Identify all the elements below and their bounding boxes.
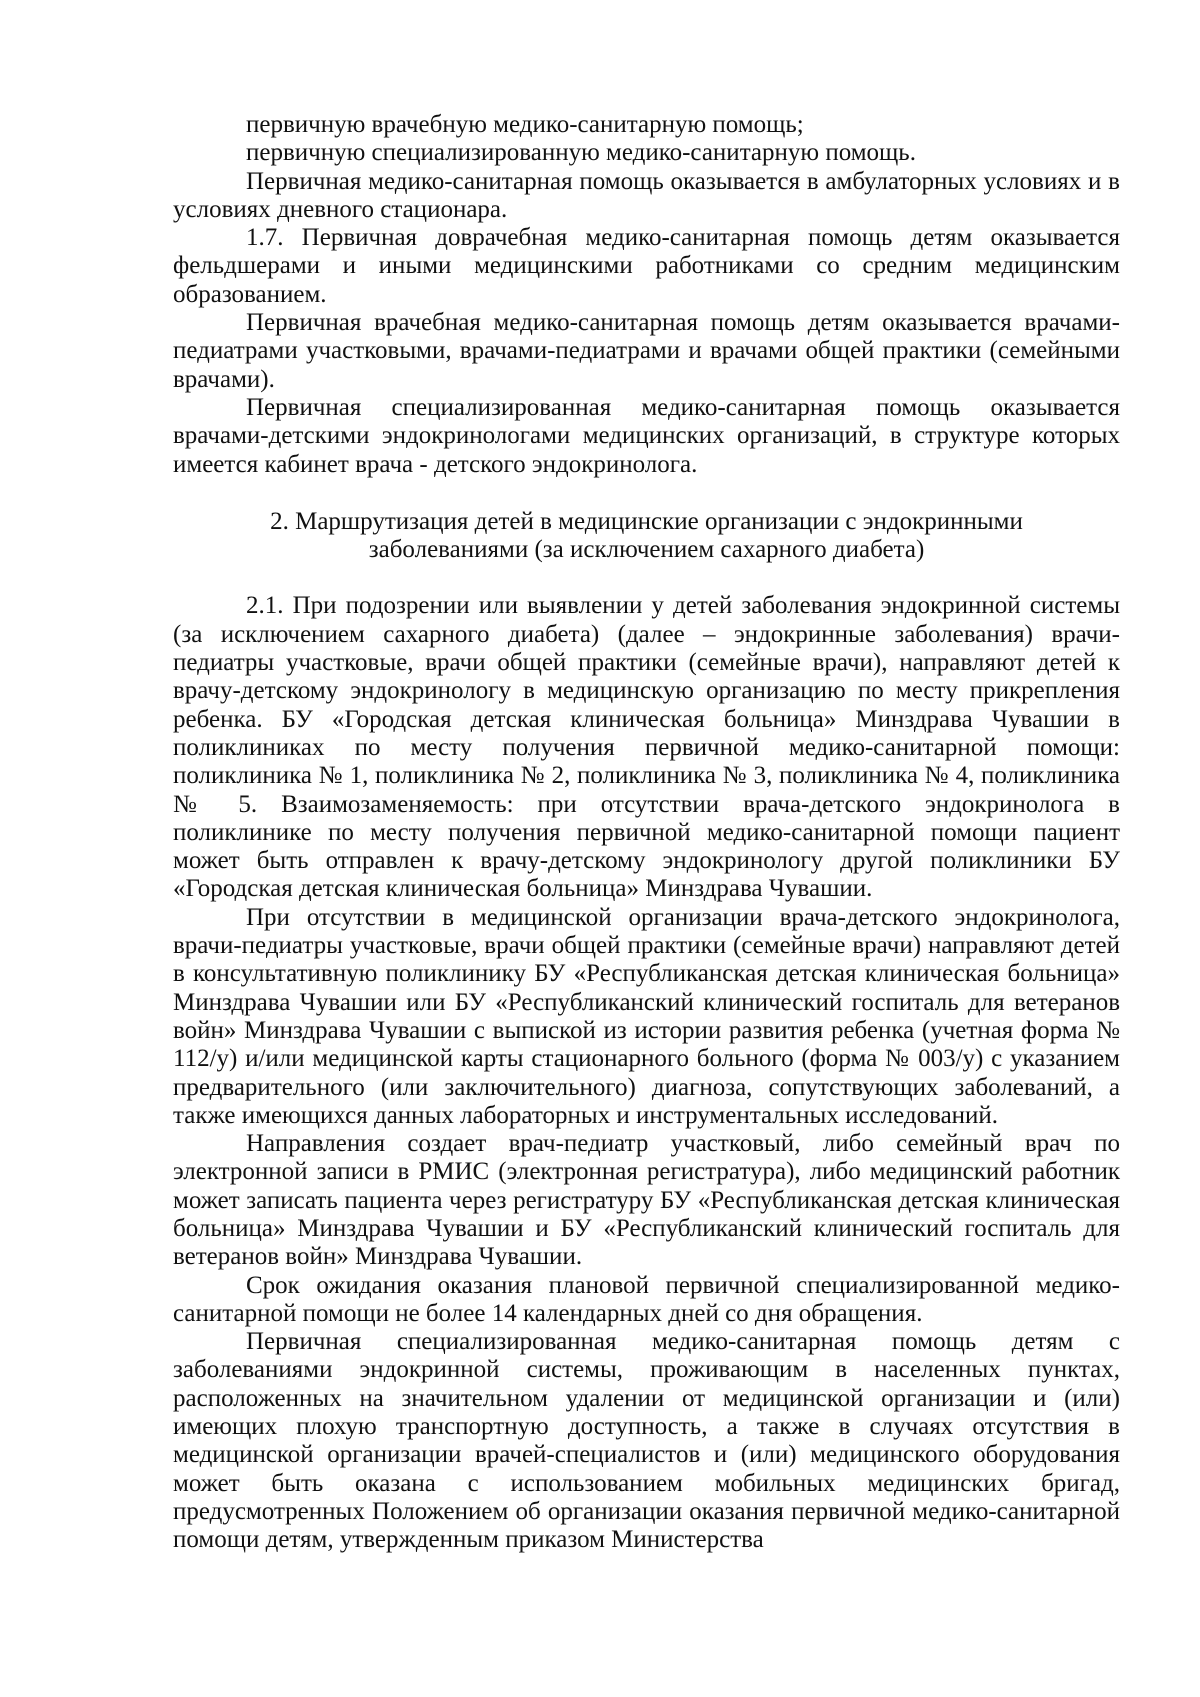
section-heading (173, 508, 1120, 565)
paragraph-2-1-referral: 2.1. При подозрении или выявлении у детей заболевания эндокринной системы (за исключением сахарного диабета) (далее – эндокринные заболевания) врачи-педиатры участковые, врачи общей практики (семейные врачи), направляют детей к врачу-детскому эндокринологу в медицинскую организацию по месту прикрепления ребенка. БУ «Городская детская клиническая больница» Минздрава Чувашии в поликлиниках по месту получения первичной медико-санитарной помощи: поликлиника № 1, поликлиника № 2, поликлиника № 3, поликлиника № 4, поликлиника № 5. Взаимозаменяемость: при отсутствии врача-детского эндокринолога в поликлинике по месту получения первичной медико-санитарной помощи пациент может быть отправлен к врачу-детскому эндокринологу другой поликлиники БУ «Городская детская клиническая больница» Минздрава Чувашии. (173, 592, 1120, 903)
section-heading-line-2: заболеваниями (за исключением сахарного диабета) (368, 536, 925, 564)
section-heading-line-1: 2. Маршрутизация детей в медицинские организации с эндокринными (270, 507, 1023, 535)
paragraph-referral-creation: Направления создает врач-педиатр участковый, либо семейный врач по электронной записи в РМИС (электронная регистратура), либо медицинский работник может записать пациента через регистратуру БУ «Республиканская детская клиническая больница» Минздрава Чувашии и БУ «Республиканский клинический госпиталь для ветеранов войн» Минздрава Чувашии. (173, 1130, 1120, 1271)
paragraph-primary-physician-care: первичную врачебную медико-санитарную помощь; (246, 111, 804, 138)
document-page (173, 111, 1120, 1555)
paragraph-waiting-period: Срок ожидания оказания плановой первичной специализированной медико-санитарной помощи не более 14 календарных дней со дня обращения. (173, 1271, 1120, 1327)
paragraph-outpatient-conditions: Первичная медико-санитарная помощь оказывается в амбулаторных условиях и в условиях дневного стационара. (173, 167, 1120, 223)
paragraph-pediatricians-care: Первичная врачебная медико-санитарная помощь детям оказывается врачами-педиатрами участковыми, врачами-педиатрами и врачами общей практики (семейными врачами). (173, 309, 1120, 393)
paragraph-endocrinologists-care: Первичная специализированная медико-санитарная помощь оказывается врачами-детскими эндокринологами медицинских организаций, в структуре которых имеется кабинет врача - детского эндокринолога. (173, 393, 1120, 478)
paragraph-mobile-teams: Первичная специализированная медико-санитарная помощь детям с заболеваниями эндокринной системы, проживающим в населенных пунктах, расположенных на значительном удалении от медицинской организации и (или) имеющих плохую транспортную доступность, а также в случаях отсутствия в медицинской организации врачей-специалистов и (или) медицинского оборудования может быть оказана с использованием мобильных медицинских бригад, предусмотренных Положением об организации оказания первичной медико-санитарной помощи детям, утвержденным приказом Министерства (173, 1328, 1120, 1554)
paragraph-no-endocrinologist: При отсутствии в медицинской организации врача-детского эндокринолога, врачи-педиатры участковые, врачи общей практики (семейные врачи) направляют детей в консультативную поликлинику БУ «Республиканская детская клиническая больница» Минздрава Чувашии или БУ «Республиканский клинический госпиталь для ветеранов войн» Минздрава Чувашии с выпиской из истории развития ребенка (учетная форма № 112/у) и/или медицинской карты стационарного больного (форма № 003/у) с указанием предварительного (или заключительного) диагноза, сопутствующих заболеваний, а также имеющихся данных лабораторных и инструментальных исследований. (173, 903, 1120, 1129)
paragraph-1-7-pre-physician-care: 1.7. Первичная доврачебная медико-санитарная помощь детям оказывается фельдшерами и иными медицинскими работниками со средним медицинским образованием. (173, 224, 1120, 308)
paragraph-primary-specialized-care: первичную специализированную медико-санитарную помощь. (246, 139, 916, 167)
